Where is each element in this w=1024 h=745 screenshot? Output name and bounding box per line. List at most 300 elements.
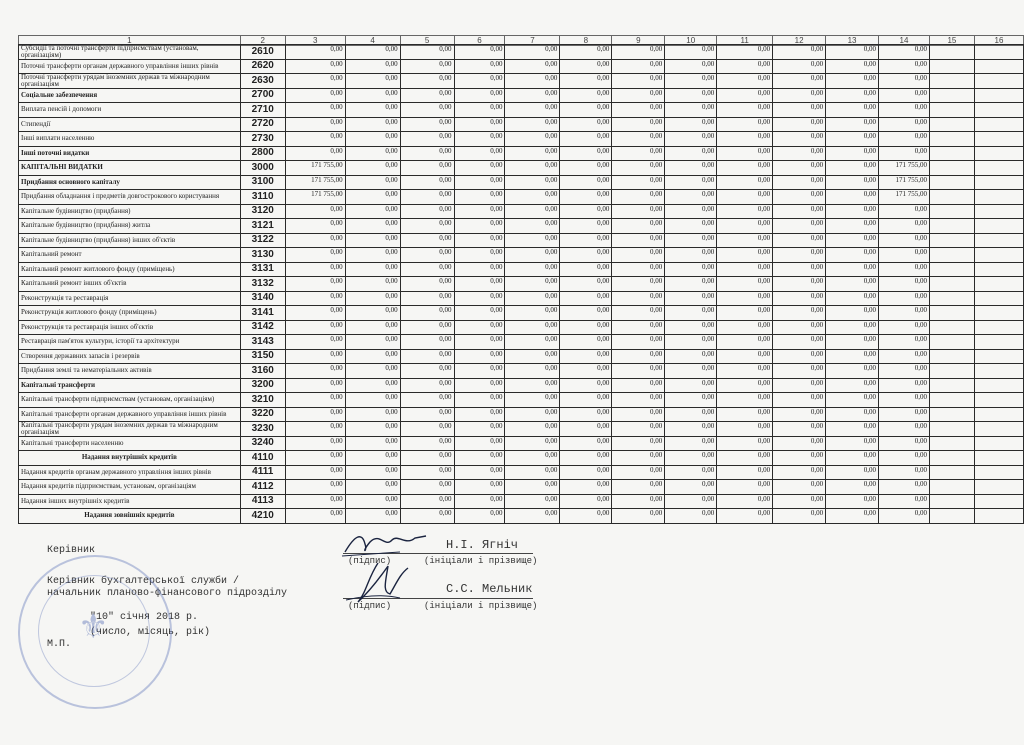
row-value: 0,00 [400, 436, 454, 451]
empty-cell [974, 59, 1023, 74]
column-number: 16 [974, 36, 1023, 46]
row-value: 0,00 [505, 219, 560, 234]
row-value: 0,00 [612, 320, 665, 335]
row-value: 0,00 [454, 378, 505, 393]
row-value: 0,00 [612, 190, 665, 205]
row-value: 0,00 [400, 103, 454, 118]
row-value: 0,00 [285, 436, 345, 451]
row-value: 0,00 [345, 175, 400, 190]
row-value: 0,00 [345, 204, 400, 219]
row-value: 0,00 [454, 349, 505, 364]
row-value: 0,00 [400, 494, 454, 509]
row-value: 0,00 [612, 291, 665, 306]
row-value: 0,00 [612, 45, 665, 60]
row-value: 0,00 [773, 407, 826, 422]
row-code: 3140 [240, 291, 285, 306]
row-value: 0,00 [560, 146, 612, 161]
row-value: 0,00 [879, 262, 930, 277]
accountant-label-line1: Керівник бухгалтерської служби / [47, 576, 240, 587]
column-number: 14 [879, 36, 930, 46]
row-code: 3160 [240, 364, 285, 379]
row-value: 0,00 [400, 465, 454, 480]
row-value: 0,00 [345, 494, 400, 509]
row-value: 0,00 [717, 117, 773, 132]
row-value: 0,00 [285, 74, 345, 89]
empty-cell [974, 320, 1023, 335]
row-value: 0,00 [826, 291, 879, 306]
table-row [19, 509, 1024, 524]
row-value: 0,00 [454, 291, 505, 306]
row-value: 0,00 [560, 393, 612, 408]
row-name: Поточні трансферти урядам іноземних держав та міжнародним організаціям [19, 74, 241, 89]
row-value: 0,00 [560, 233, 612, 248]
empty-cell [974, 74, 1023, 89]
row-value: 0,00 [826, 59, 879, 74]
row-code: 2630 [240, 74, 285, 89]
empty-cell [930, 132, 975, 147]
row-name: Інші поточні видатки [19, 146, 241, 161]
row-value: 0,00 [773, 349, 826, 364]
table-row [19, 175, 1024, 190]
row-value: 0,00 [717, 59, 773, 74]
row-value: 0,00 [717, 132, 773, 147]
row-value: 0,00 [665, 451, 717, 466]
row-value: 0,00 [560, 175, 612, 190]
empty-cell [974, 161, 1023, 176]
row-value: 0,00 [345, 393, 400, 408]
row-value: 0,00 [826, 393, 879, 408]
row-value: 0,00 [665, 277, 717, 292]
row-value: 0,00 [773, 262, 826, 277]
row-value: 0,00 [826, 480, 879, 495]
row-value: 0,00 [773, 74, 826, 89]
row-value: 0,00 [345, 262, 400, 277]
empty-cell [930, 88, 975, 103]
empty-cell [974, 219, 1023, 234]
row-value: 0,00 [612, 306, 665, 321]
column-number: 8 [560, 36, 612, 46]
empty-cell [930, 451, 975, 466]
row-value: 0,00 [717, 494, 773, 509]
row-value: 0,00 [454, 190, 505, 205]
row-value: 0,00 [773, 291, 826, 306]
row-value: 0,00 [826, 436, 879, 451]
empty-cell [930, 277, 975, 292]
row-value: 0,00 [400, 378, 454, 393]
row-value: 0,00 [879, 291, 930, 306]
row-value: 0,00 [773, 436, 826, 451]
row-value: 0,00 [612, 219, 665, 234]
row-value: 0,00 [454, 320, 505, 335]
row-value: 0,00 [560, 262, 612, 277]
row-value: 0,00 [826, 335, 879, 350]
row-value: 0,00 [773, 277, 826, 292]
row-value: 0,00 [826, 378, 879, 393]
row-value: 0,00 [505, 88, 560, 103]
row-code: 2610 [240, 45, 285, 60]
row-value: 0,00 [612, 407, 665, 422]
row-value: 0,00 [400, 335, 454, 350]
row-value: 0,00 [285, 291, 345, 306]
empty-cell [930, 190, 975, 205]
table-row [19, 349, 1024, 364]
column-number: 15 [929, 36, 974, 46]
row-value: 0,00 [612, 480, 665, 495]
accountant-label-line2: начальник планово-фінансового підрозділу [47, 588, 288, 599]
row-value: 0,00 [560, 117, 612, 132]
row-value: 0,00 [400, 161, 454, 176]
sign-caption-1: (підпис) [348, 556, 392, 566]
row-value: 0,00 [612, 465, 665, 480]
row-value: 0,00 [454, 277, 505, 292]
row-value: 0,00 [400, 262, 454, 277]
row-value: 0,00 [345, 132, 400, 147]
row-value: 0,00 [717, 248, 773, 263]
row-value: 0,00 [505, 233, 560, 248]
empty-cell [930, 436, 975, 451]
row-name: Стипендії [19, 117, 241, 132]
row-value: 0,00 [454, 175, 505, 190]
empty-cell [974, 117, 1023, 132]
empty-cell [930, 509, 975, 524]
row-name: Надання внутрішніх кредитів [19, 451, 241, 466]
table-row [19, 393, 1024, 408]
table-row [19, 132, 1024, 147]
row-value: 0,00 [560, 132, 612, 147]
initials-caption-2: (ініціали і прізвище) [424, 601, 538, 611]
row-value: 0,00 [773, 393, 826, 408]
row-value: 0,00 [773, 146, 826, 161]
row-value: 0,00 [505, 277, 560, 292]
row-value: 0,00 [879, 59, 930, 74]
expense-table [18, 44, 1024, 524]
empty-cell [974, 378, 1023, 393]
row-value: 0,00 [717, 74, 773, 89]
row-value: 0,00 [505, 465, 560, 480]
row-name: Капітальний ремонт [19, 248, 241, 263]
row-value: 0,00 [285, 393, 345, 408]
date-caption: (число, місяць, рік) [90, 627, 211, 638]
row-value: 0,00 [879, 364, 930, 379]
row-name: Субсидії та поточні трансферти підприємствам (установам, організаціям) [19, 45, 241, 60]
row-value: 0,00 [454, 103, 505, 118]
empty-cell [930, 494, 975, 509]
row-value: 0,00 [285, 204, 345, 219]
row-value: 0,00 [717, 146, 773, 161]
row-value: 0,00 [879, 335, 930, 350]
row-value: 171 755,00 [285, 161, 345, 176]
row-value: 0,00 [879, 465, 930, 480]
row-value: 0,00 [285, 233, 345, 248]
table-row [19, 494, 1024, 509]
row-name: Капітальні трансферти органам державного управління інших рівнів [19, 407, 241, 422]
row-value: 0,00 [560, 306, 612, 321]
table-row [19, 74, 1024, 89]
row-name: Надання інших внутрішніх кредитів [19, 494, 241, 509]
row-value: 0,00 [505, 59, 560, 74]
empty-cell [974, 88, 1023, 103]
row-value: 0,00 [560, 509, 612, 524]
row-value: 0,00 [773, 422, 826, 437]
row-value: 0,00 [560, 407, 612, 422]
row-value: 0,00 [717, 219, 773, 234]
row-code: 4111 [240, 465, 285, 480]
row-name: Придбання основного капіталу [19, 175, 241, 190]
row-code: 3120 [240, 204, 285, 219]
row-value: 0,00 [773, 233, 826, 248]
row-value: 0,00 [400, 146, 454, 161]
row-code: 3210 [240, 393, 285, 408]
row-value: 0,00 [879, 320, 930, 335]
row-value: 0,00 [285, 509, 345, 524]
row-value: 0,00 [505, 175, 560, 190]
row-value: 0,00 [345, 320, 400, 335]
row-value: 0,00 [665, 74, 717, 89]
row-value: 0,00 [612, 117, 665, 132]
row-value: 0,00 [560, 320, 612, 335]
row-value: 0,00 [454, 306, 505, 321]
empty-cell [974, 407, 1023, 422]
row-value: 0,00 [826, 407, 879, 422]
row-code: 4112 [240, 480, 285, 495]
row-value: 0,00 [285, 364, 345, 379]
row-value: 0,00 [345, 74, 400, 89]
row-value: 0,00 [345, 465, 400, 480]
row-value: 0,00 [826, 88, 879, 103]
row-value: 171 755,00 [285, 190, 345, 205]
row-value: 0,00 [879, 204, 930, 219]
row-name: Капітальні трансферти підприємствам (установам, організаціям) [19, 393, 241, 408]
empty-cell [930, 378, 975, 393]
row-code: 3142 [240, 320, 285, 335]
row-value: 0,00 [454, 117, 505, 132]
row-value: 0,00 [345, 306, 400, 321]
row-value: 0,00 [505, 117, 560, 132]
row-value: 0,00 [505, 190, 560, 205]
row-value: 0,00 [505, 74, 560, 89]
table-row [19, 190, 1024, 205]
row-code: 3143 [240, 335, 285, 350]
row-value: 0,00 [454, 132, 505, 147]
empty-cell [930, 480, 975, 495]
row-value: 0,00 [665, 59, 717, 74]
row-value: 0,00 [826, 190, 879, 205]
row-value: 0,00 [665, 422, 717, 437]
empty-cell [974, 465, 1023, 480]
empty-cell [974, 349, 1023, 364]
row-value: 0,00 [665, 349, 717, 364]
row-value: 0,00 [505, 204, 560, 219]
row-value: 0,00 [717, 175, 773, 190]
row-value: 0,00 [285, 378, 345, 393]
table-row [19, 364, 1024, 379]
row-value: 0,00 [505, 393, 560, 408]
row-value: 0,00 [826, 364, 879, 379]
row-value: 0,00 [665, 320, 717, 335]
row-value: 0,00 [400, 132, 454, 147]
row-value: 0,00 [665, 88, 717, 103]
row-code: 3000 [240, 161, 285, 176]
row-value: 0,00 [879, 451, 930, 466]
row-value: 0,00 [665, 190, 717, 205]
row-value: 0,00 [505, 262, 560, 277]
table-row [19, 233, 1024, 248]
row-value: 0,00 [285, 306, 345, 321]
row-value: 0,00 [345, 248, 400, 263]
row-value: 0,00 [879, 146, 930, 161]
row-code: 3121 [240, 219, 285, 234]
row-value: 0,00 [612, 146, 665, 161]
row-value: 0,00 [665, 132, 717, 147]
row-code: 3141 [240, 306, 285, 321]
row-value: 0,00 [665, 335, 717, 350]
empty-cell [930, 161, 975, 176]
row-value: 0,00 [285, 132, 345, 147]
row-value: 0,00 [773, 219, 826, 234]
row-value: 0,00 [454, 88, 505, 103]
table-row [19, 306, 1024, 321]
table-row [19, 422, 1024, 437]
row-value: 0,00 [285, 248, 345, 263]
row-name: Соціальне забезпечення [19, 88, 241, 103]
row-value: 0,00 [879, 407, 930, 422]
row-value: 0,00 [879, 480, 930, 495]
row-value: 0,00 [612, 161, 665, 176]
row-name: Інші виплати населенню [19, 132, 241, 147]
row-value: 0,00 [612, 422, 665, 437]
row-value: 0,00 [612, 262, 665, 277]
row-value: 0,00 [773, 248, 826, 263]
row-value: 171 755,00 [879, 175, 930, 190]
row-value: 0,00 [400, 422, 454, 437]
row-value: 0,00 [717, 277, 773, 292]
row-name: Капітальні трансферти урядам іноземних держав та міжнародним організаціям [19, 422, 241, 437]
row-value: 0,00 [285, 59, 345, 74]
empty-cell [930, 262, 975, 277]
row-value: 0,00 [560, 88, 612, 103]
row-value: 0,00 [505, 509, 560, 524]
row-value: 0,00 [345, 190, 400, 205]
row-value: 0,00 [454, 335, 505, 350]
row-value: 0,00 [826, 465, 879, 480]
column-number: 7 [505, 36, 560, 46]
row-value: 0,00 [505, 364, 560, 379]
accountant-name: С.С. Мельник [446, 582, 533, 596]
row-name: Капітальне будівництво (придбання) житла [19, 219, 241, 234]
row-code: 4210 [240, 509, 285, 524]
row-code: 3131 [240, 262, 285, 277]
row-value: 0,00 [612, 436, 665, 451]
row-value: 0,00 [879, 422, 930, 437]
row-value: 0,00 [717, 451, 773, 466]
row-value: 0,00 [345, 349, 400, 364]
empty-cell [930, 364, 975, 379]
row-code: 2710 [240, 103, 285, 118]
table-row [19, 277, 1024, 292]
row-value: 0,00 [285, 277, 345, 292]
row-value: 0,00 [345, 88, 400, 103]
row-value: 0,00 [345, 407, 400, 422]
row-value: 0,00 [612, 509, 665, 524]
row-value: 0,00 [400, 248, 454, 263]
row-value: 0,00 [454, 480, 505, 495]
row-value: 0,00 [879, 132, 930, 147]
row-value: 0,00 [717, 190, 773, 205]
column-number: 4 [345, 36, 400, 46]
row-value: 0,00 [717, 335, 773, 350]
row-value: 0,00 [345, 509, 400, 524]
row-name: Капітальний ремонт житлового фонду (приміщень) [19, 262, 241, 277]
table-row [19, 59, 1024, 74]
row-value: 0,00 [826, 277, 879, 292]
row-value: 0,00 [773, 320, 826, 335]
row-value: 0,00 [400, 320, 454, 335]
row-name: Поточні трансферти органам державного управління інших рівнів [19, 59, 241, 74]
row-value: 0,00 [773, 451, 826, 466]
empty-cell [930, 422, 975, 437]
row-value: 0,00 [505, 335, 560, 350]
row-value: 0,00 [717, 103, 773, 118]
empty-cell [974, 190, 1023, 205]
head-signature [340, 530, 430, 560]
row-value: 0,00 [879, 277, 930, 292]
empty-cell [974, 480, 1023, 495]
row-value: 0,00 [879, 494, 930, 509]
empty-cell [930, 204, 975, 219]
row-value: 0,00 [612, 233, 665, 248]
empty-cell [930, 45, 975, 60]
row-value: 0,00 [345, 277, 400, 292]
empty-cell [974, 45, 1023, 60]
row-value: 0,00 [665, 436, 717, 451]
row-value: 0,00 [826, 132, 879, 147]
empty-cell [974, 306, 1023, 321]
empty-cell [930, 306, 975, 321]
row-value: 0,00 [665, 364, 717, 379]
row-value: 0,00 [454, 393, 505, 408]
row-value: 0,00 [773, 465, 826, 480]
row-value: 0,00 [454, 407, 505, 422]
row-value: 0,00 [717, 320, 773, 335]
empty-cell [974, 494, 1023, 509]
row-name: Створення державних запасів і резервів [19, 349, 241, 364]
row-value: 0,00 [879, 248, 930, 263]
row-value: 0,00 [773, 103, 826, 118]
row-value: 0,00 [665, 494, 717, 509]
row-value: 0,00 [560, 451, 612, 466]
row-name: Надання зовнішніх кредитів [19, 509, 241, 524]
column-number: 1 [19, 36, 241, 46]
row-value: 0,00 [400, 190, 454, 205]
row-value: 0,00 [505, 161, 560, 176]
row-value: 0,00 [879, 349, 930, 364]
row-value: 0,00 [560, 161, 612, 176]
row-value: 0,00 [665, 146, 717, 161]
table-row [19, 378, 1024, 393]
row-value: 0,00 [879, 436, 930, 451]
row-value: 0,00 [505, 407, 560, 422]
row-value: 0,00 [665, 233, 717, 248]
row-value: 0,00 [560, 335, 612, 350]
row-value: 0,00 [345, 45, 400, 60]
row-value: 0,00 [400, 59, 454, 74]
row-value: 0,00 [285, 219, 345, 234]
row-value: 0,00 [560, 291, 612, 306]
row-value: 0,00 [773, 306, 826, 321]
table-row [19, 88, 1024, 103]
row-value: 0,00 [612, 88, 665, 103]
empty-cell [974, 248, 1023, 263]
